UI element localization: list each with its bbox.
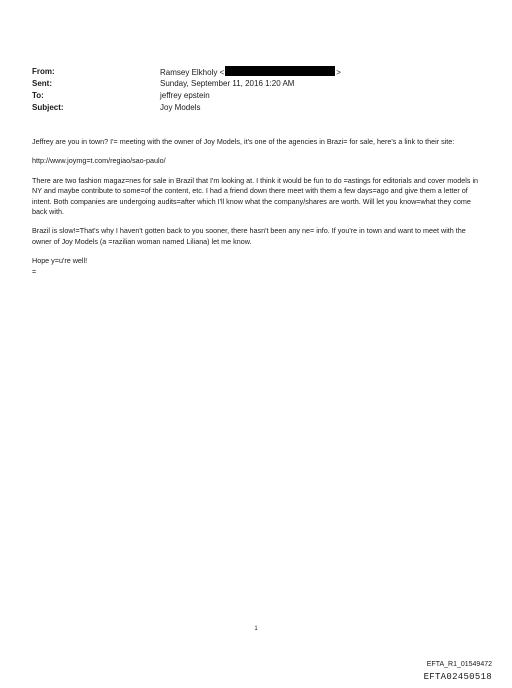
subject-row <box>32 102 341 114</box>
from-name: Ramsey Elkholy < <box>160 68 225 77</box>
body-paragraph-4: Brazil is slow!=That's why I haven't gotten back to you sooner, there hasn't been any ne= info. If you're in town and want to meet with the owner of Joy Models (a =razilian woman named Liliana) let me know. <box>32 226 466 246</box>
efta-stamp: EFTA02450518 <box>423 672 492 682</box>
sent-value: Sunday, September 11, 2016 1:20 AM <box>160 79 295 88</box>
body-paragraph-1: Jeffrey are you in town? I'= meeting with the owner of Joy Models, it's one of the agencies in Brazi= for sale, here's a link to their site: <box>32 137 455 146</box>
from-value <box>160 66 341 78</box>
to-label: To: <box>32 91 44 100</box>
from-label: From: <box>32 67 55 76</box>
body-link: http://www.joymg=t.com/regiao/sao-paulo/ <box>32 156 166 166</box>
from-after: > <box>336 68 341 77</box>
body-trailing-char: = <box>32 266 37 276</box>
to-value: jeffrey epstein <box>160 91 210 100</box>
subject-value: Joy Models <box>160 103 201 112</box>
from-row <box>32 66 341 78</box>
efta-r1-stamp: EFTA_R1_01549472 <box>426 661 492 668</box>
page-number: 1 <box>254 626 258 632</box>
sent-label: Sent: <box>32 79 52 88</box>
subject-label: Subject: <box>32 103 64 112</box>
body-paragraph-3: There are two fashion magaz=nes for sale in Brazil that I'm looking at. I think it would be fun to do =astings for editorials and cover models in NY and maybe contribute to some=of the content, etc. I had a friend down there meet with them a few days=ago and give them a letter of intent. Both companies are undergoing audits=after which I'll know what the company/shares are worth. Will let you know=what they come back with. <box>32 175 479 217</box>
sent-row <box>32 78 341 90</box>
to-row <box>32 90 341 102</box>
email-body <box>32 137 482 277</box>
email-header <box>32 66 341 114</box>
redaction-bar <box>225 66 335 76</box>
body-closing: Hope y=u're well! <box>32 256 88 266</box>
